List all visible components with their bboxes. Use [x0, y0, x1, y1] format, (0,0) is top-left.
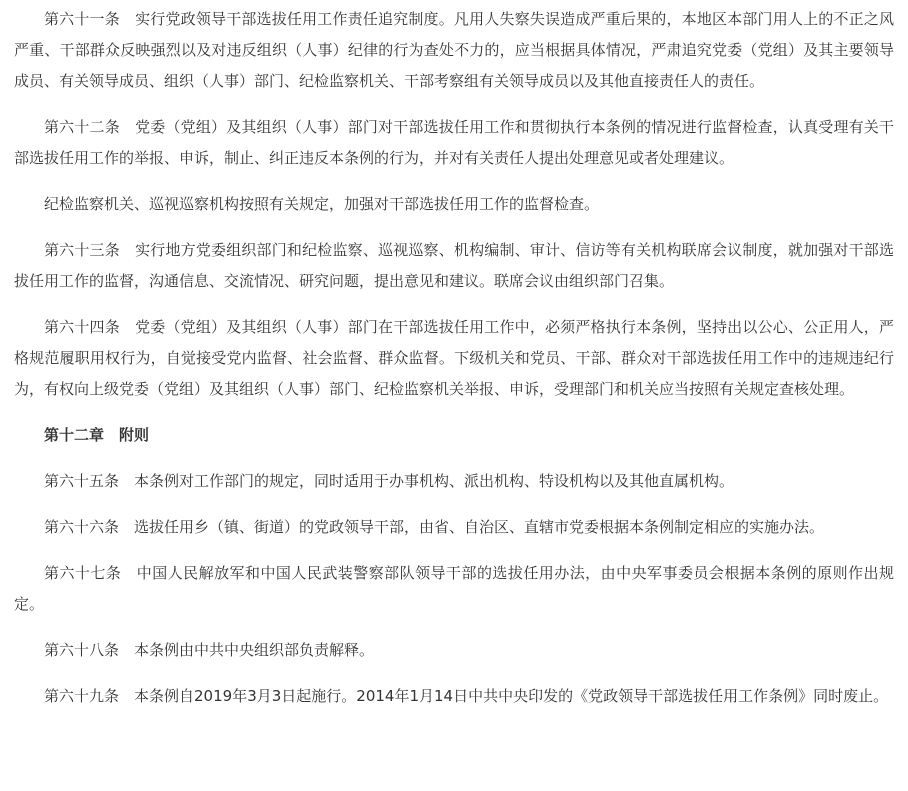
article-68 — [0, 635, 908, 666]
article-text: 纪检监察机关、巡视巡察机构按照有关规定，加强对干部选拔任用工作的监督检查。 — [44, 195, 600, 213]
article-text: 党委（党组）及其组织（人事）部门在干部选拔任用工作中，必须严格执行本条例，坚持出以公心、公正用人，严格规范履职用权行为，自觉接受党内监督、社会监督、群众监督。下级机关和党员、干部、群众对干部选拔任用工作中的违规违纪行为，有权向上级党委（党组）及其组织（人事）部门、纪检监察机关举报、申诉，受理部门和机关应当按照有关规定查核处理。 — [14, 318, 894, 398]
article-label: 第六十六条 — [44, 518, 120, 536]
article-label: 第六十九条 — [44, 687, 120, 705]
article-text: 中国人民解放军和中国人民武装警察部队领导干部的选拔任用办法，由中央军事委员会根据本条例的原则作出规定。 — [14, 564, 894, 613]
article-text: 本条例由中共中央组织部负责解释。 — [134, 641, 375, 659]
article-text: 实行党政领导干部选拔任用工作责任追究制度。凡用人失察失误造成严重后果的，本地区本部门用人上的不正之风严重、干部群众反映强烈以及对违反组织（人事）纪律的行为查处不力的，应当根据具体情况，严肃追究党委（党组）及其主要领导成员、有关领导成员、组织（人事）部门、纪检监察机关、干部考察组有关领导成员以及其他直接责任人的责任。 — [14, 10, 894, 90]
article-label: 第六十三条 — [44, 241, 120, 259]
article-text: 本条例自2019年3月3日起施行。2014年1月14日中共中央印发的《党政领导干部选拔任用工作条例》同时废止。 — [134, 687, 889, 705]
article-label: 第六十五条 — [44, 472, 120, 490]
chapter-title: 附则 — [119, 426, 150, 444]
article-text: 选拔任用乡（镇、街道）的党政领导干部，由省、自治区、直辖市党委根据本条例制定相应的实施办法。 — [134, 518, 825, 536]
article-66 — [0, 512, 908, 543]
article-63 — [0, 235, 908, 297]
article-69 — [0, 681, 908, 712]
article-64 — [0, 312, 908, 405]
article-text: 实行地方党委组织部门和纪检监察、巡视巡察、机构编制、审计、信访等有关机构联席会议制度，就加强对干部选拔任用工作的监督，沟通信息、交流情况、研究问题，提出意见和建议。联席会议由组织部门召集。 — [14, 241, 894, 290]
article-67 — [0, 558, 908, 620]
article-62-paragraph-2 — [0, 189, 908, 220]
article-label: 第六十一条 — [44, 10, 120, 28]
article-label: 第六十二条 — [44, 118, 120, 136]
article-62 — [0, 112, 908, 174]
article-65 — [0, 466, 908, 497]
chapter-heading — [0, 420, 908, 451]
article-label: 第六十八条 — [44, 641, 120, 659]
article-label: 第六十四条 — [44, 318, 120, 336]
article-text: 本条例对工作部门的规定，同时适用于办事机构、派出机构、特设机构以及其他直属机构。 — [134, 472, 735, 490]
article-label: 第六十七条 — [44, 564, 122, 582]
article-text: 党委（党组）及其组织（人事）部门对干部选拔任用工作和贯彻执行本条例的情况进行监督检查，认真受理有关干部选拔任用工作的举报、申诉，制止、纠正违反本条例的行为，并对有关责任人提出处理意见或者处理建议。 — [14, 118, 894, 167]
chapter-label: 第十二章 — [44, 426, 105, 444]
article-61 — [0, 4, 908, 97]
